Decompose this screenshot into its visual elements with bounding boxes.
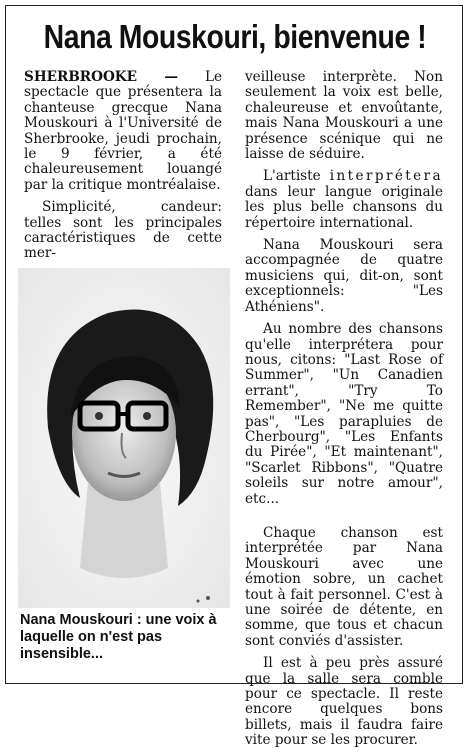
paragraph-4: L'artiste interprétera dans leur langue originale les plus belle chansons du répertoire international. <box>245 168 443 231</box>
paragraph-1: SHERBROOKE — Le spectacle que présentera la chanteuse grecque Nana Mouskouri à l'Université de Sherbrooke, jeudi prochain, le 9 février, a été chaleureusement louangé par la critique montréalaise. <box>24 69 223 193</box>
paragraph-6: Au nombre des chansons qu'elle interprétera pour nous, citons: "Last Rose of Summer", "Un Canadien errant", "Try To Remember", "Ne me quitte pas", "Les parapluies de Cherbourg", "Les Enfants du Pirée", "Et maintenant", "Scarlet Ribbons", "Quatre soleils sur notre amour", etc... <box>245 321 443 507</box>
photo-caption: Nana Mouskouri : une voix à laquelle on n'est pas insensible... <box>20 612 217 662</box>
portrait-image <box>18 268 230 608</box>
paragraph-7: Chaque chanson est interprétée par Nana Mouskouri avec une émotion sobre, un cachet tout à fait personnel. C'est à une soirée de détente, en somme, que tous et chacun sont conviés d'assister. <box>245 524 443 649</box>
paragraph-2: Simplicité, candeur: telles sont les principales caractéristiques de cette mer- <box>24 199 222 262</box>
right-column <box>245 70 443 756</box>
paragraph-5: Nana Mouskouri sera accompagnée de quatre musiciens qui, dit-on, sont exceptionnels: "Les Athéniens". <box>245 237 443 315</box>
article-headline: Nana Mouskouri, bienvenue ! <box>43 18 427 55</box>
left-column <box>24 70 222 269</box>
paragraph-8: Il est à peu près assuré que la salle sera comble pour ce spectacle. Il reste encore quelques bons billets, mais il faudra faire vite pour se les procurer. <box>245 655 443 749</box>
dateline: SHERBROOKE — <box>24 69 178 85</box>
paragraph-3: veilleuse interprète. Non seulement la voix est belle, chaleureuse et envoûtante, mais Nana Mouskouri a une présence scénique qui ne laisse de séduire. <box>245 69 443 163</box>
artist-photo <box>18 268 230 608</box>
